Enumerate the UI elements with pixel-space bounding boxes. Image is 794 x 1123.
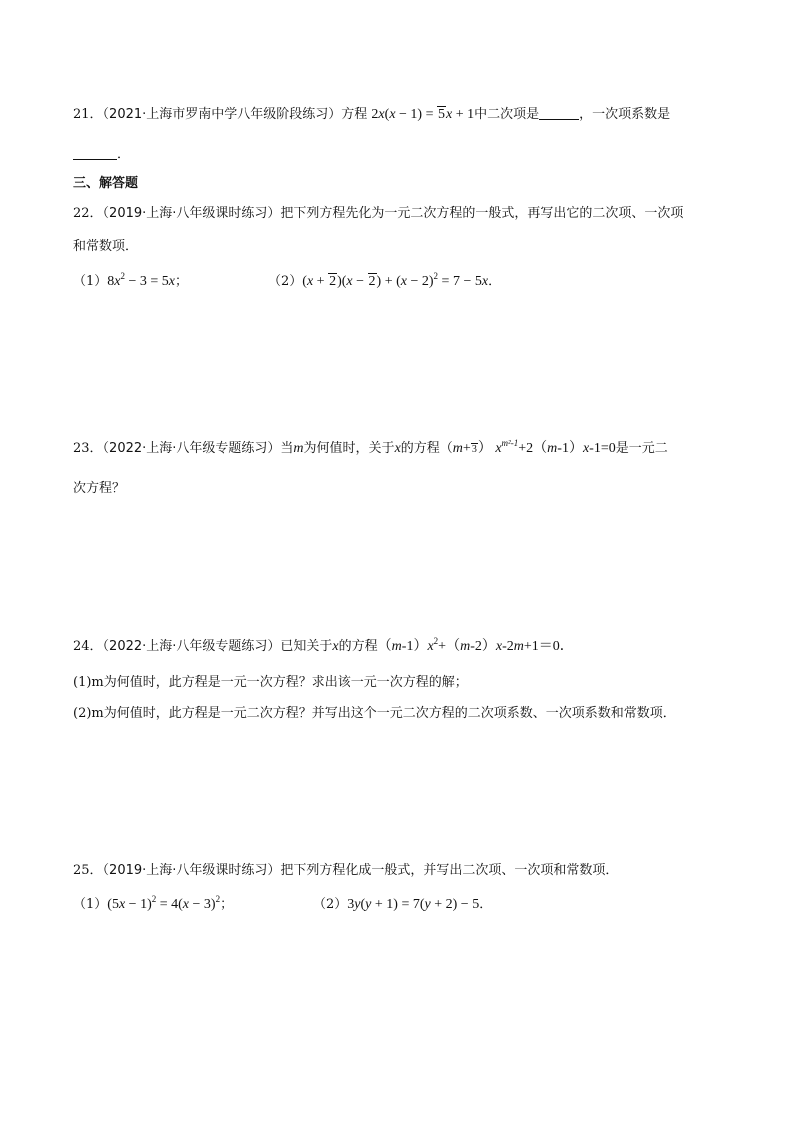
q22-part2-end: ． xyxy=(488,274,502,289)
q23-var-x: x xyxy=(394,441,401,456)
q25-number: 25． xyxy=(73,863,103,878)
q21-end: ． xyxy=(117,147,131,162)
q21-source: （2021·上海市罗南中学八年级阶段练习） xyxy=(102,107,342,122)
q22-part1-label: （1） xyxy=(73,274,108,289)
q23-stem-b: 为何值时，关于 xyxy=(303,441,395,456)
q24-equation: $(m-1)x^2+(m-2)x-2m+1=0$． xyxy=(377,636,574,654)
q22-part1-end: ； xyxy=(175,274,189,289)
q25-part1-end: ； xyxy=(220,897,234,912)
q25-part2-label: （2） xyxy=(313,897,348,912)
q21-blank-1[interactable] xyxy=(539,107,579,120)
q21-stem: 方程 xyxy=(341,107,368,122)
question-21 xyxy=(73,106,670,124)
q21-equation: 2x(x − 1) = 5x + 1 xyxy=(371,107,475,122)
q22-part2-eq: $(x + 2)(x - 2) + (x - 2)^2 = 7 - 5x$ xyxy=(302,271,489,289)
q22-part1-eq: $8x^2 - 3 = 5x$ xyxy=(107,271,176,289)
q25-part1-label: （1） xyxy=(73,897,108,912)
q24-number: 24． xyxy=(73,639,103,654)
q22-part1 xyxy=(73,273,188,291)
q22-part2-label: （2） xyxy=(268,274,303,289)
q25-stem: 把下列方程化成一般式，并写出二次项、一次项和常数项． xyxy=(280,863,619,878)
q22-stem-line1: 把下列方程先化为一元二次方程的一般式，再写出它的二次项、一次项 xyxy=(280,206,684,221)
q25-part1 xyxy=(73,896,233,914)
question-23 xyxy=(73,440,668,459)
q23-source: （2022·上海·八年级专题练习） xyxy=(102,441,281,456)
q24-part1: (1)m为何值时，此方程是一元一次方程？求出该一元一次方程的解； xyxy=(73,675,468,690)
q24-source: （2022·上海·八年级专题练习） xyxy=(102,639,281,654)
question-23-line2: 次方程？ xyxy=(73,481,126,496)
q25-source: （2019·上海·八年级课时练习） xyxy=(102,863,281,878)
q21-mid2: ，一次项系数是 xyxy=(579,107,671,122)
q25-part2-end: ． xyxy=(479,897,493,912)
q21-mid: 中二次项是 xyxy=(474,107,540,122)
q24-stem-a: 已知关于 xyxy=(280,639,333,654)
q24-var-x: x xyxy=(332,639,339,654)
q25-part2-eq: 3y(y + 1) = 7(y + 2) − 5 xyxy=(347,897,480,912)
question-25 xyxy=(73,862,618,880)
q23-stem-c: 的方程（ xyxy=(400,441,453,456)
section-heading: 三、解答题 xyxy=(73,176,139,191)
question-22 xyxy=(73,205,683,223)
question-24 xyxy=(73,638,574,656)
q24-part2: (2)m为何值时，此方程是一元二次方程？并写出这个一元二次方程的二次项系数、一次项系数和常数项． xyxy=(73,706,676,721)
q24-stem-b: 的方程 xyxy=(338,639,378,654)
q22-source: （2019·上海·八年级课时练习） xyxy=(102,206,281,221)
question-22-line2: 和常数项． xyxy=(73,239,139,254)
q23-number: 23． xyxy=(73,441,103,456)
q22-number: 22． xyxy=(73,206,103,221)
q23-stem-d: 是一元二 xyxy=(615,441,668,456)
q25-part1-eq: $(5x - 1)^2 = 4(x - 3)^2$ xyxy=(107,894,221,912)
q21-blank-2[interactable] xyxy=(73,147,117,160)
q25-part2 xyxy=(313,896,492,914)
q23-stem-a: 当 xyxy=(280,441,294,456)
q21-number: 21． xyxy=(73,107,103,122)
q22-part2 xyxy=(268,273,501,291)
question-21-line2 xyxy=(73,146,130,164)
q23-var-m: m xyxy=(293,441,304,456)
q23-equation: m+3） $x^{m^2-1}+2(m-1)x-1=0$ xyxy=(452,438,616,456)
